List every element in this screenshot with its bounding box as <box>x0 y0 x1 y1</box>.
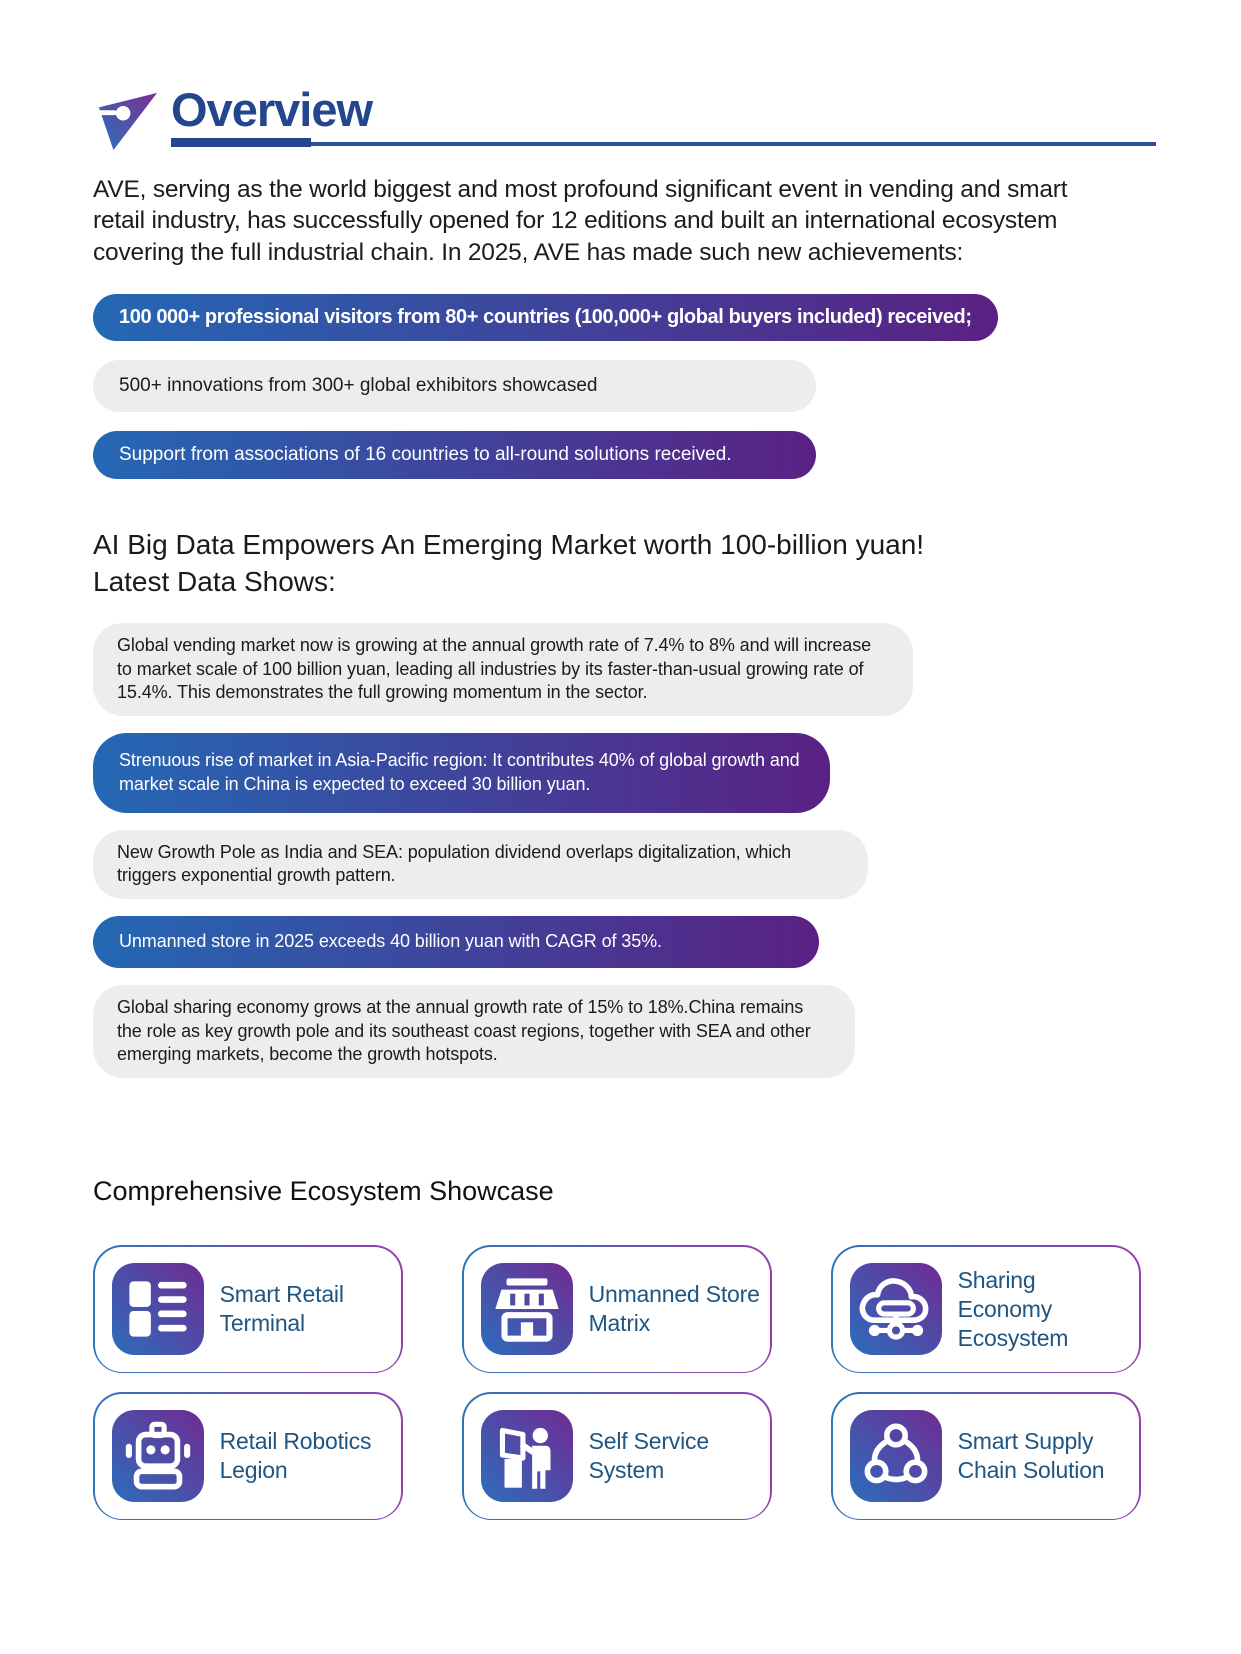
smart-supply-chain-icon <box>850 1410 942 1502</box>
retail-robotics-icon <box>112 1410 204 1502</box>
underline-thick-bar <box>171 138 311 147</box>
title-underline <box>171 138 1156 147</box>
achievement-pill: 100 000+ professional visitors from 80+ countries (100,000+ global buyers included) received; <box>93 294 998 341</box>
showcase-card-inner <box>833 1394 1140 1519</box>
market-section-heading <box>93 527 1156 601</box>
showcase-card-label: Retail Robotics Legion <box>219 1428 372 1484</box>
showcase-card <box>462 1245 772 1373</box>
brand-flag-icon <box>93 88 161 152</box>
showcase-card <box>831 1245 1141 1373</box>
smart-retail-terminal-icon <box>112 1263 204 1355</box>
showcase-card-inner <box>95 1394 402 1519</box>
market-data-bubble: Unmanned store in 2025 exceeds 40 billion yuan with CAGR of 35%. <box>93 916 819 968</box>
market-data-bubble: Global sharing economy grows at the annual growth rate of 15% to 18%.China remains the role as key growth pole and its southeast coast regions, together with SEA and other emerging markets, become the growth hotspots. <box>93 985 855 1078</box>
showcase-heading: Comprehensive Ecosystem Showcase <box>93 1176 554 1207</box>
showcase-card-inner <box>95 1247 402 1372</box>
showcase-card-label: Sharing Economy Ecosystem <box>957 1267 1069 1351</box>
showcase-card <box>93 1245 403 1373</box>
showcase-card-inner <box>833 1247 1140 1372</box>
overview-header <box>93 83 1156 152</box>
showcase-card-inner <box>464 1247 771 1372</box>
page-title: Overview <box>171 83 373 136</box>
showcase-card <box>831 1392 1141 1520</box>
market-heading-line2: Latest Data Shows: <box>93 566 336 598</box>
market-data-bubble: Strenuous rise of market in Asia-Pacific region: It contributes 40% of global growth and market scale in China is expected to exceed 30 billion yuan. <box>93 733 830 813</box>
achievement-pill: Support from associations of 16 countries to all-round solutions received. <box>93 431 816 479</box>
showcase-card-grid <box>93 1245 1156 1520</box>
sharing-economy-icon <box>850 1263 942 1355</box>
self-service-icon <box>481 1410 573 1502</box>
achievements-list <box>93 294 1156 479</box>
showcase-card-inner <box>464 1394 771 1519</box>
market-data-bubble: New Growth Pole as India and SEA: population dividend overlaps digitalization, which triggers exponential growth pattern. <box>93 830 868 900</box>
showcase-card-label: Unmanned Store Matrix <box>588 1281 760 1337</box>
showcase-card-label: Smart Retail Terminal <box>219 1281 344 1337</box>
achievement-pill: 500+ innovations from 300+ global exhibitors showcased <box>93 360 816 412</box>
intro-paragraph: AVE, serving as the world biggest and most profound significant event in vending and smart retail industry, has successfully opened for 12 editions and built an international ecosystem covering the full industrial chain. In 2025, AVE has made such new achievements: <box>93 176 1068 266</box>
underline-thin-rule <box>311 142 1156 146</box>
showcase-card <box>462 1392 772 1520</box>
showcase-card-label: Smart Supply Chain Solution <box>957 1428 1105 1484</box>
market-data-list <box>93 623 1156 1078</box>
market-heading-line1: AI Big Data Empowers An Emerging Market worth 100-billion yuan! <box>93 529 925 561</box>
title-block <box>171 83 1156 147</box>
showcase-card <box>93 1392 403 1520</box>
unmanned-store-icon <box>481 1263 573 1355</box>
showcase-card-label: Self Service System <box>588 1428 709 1484</box>
market-data-bubble: Global vending market now is growing at the annual growth rate of 7.4% to 8% and will increase to market scale of 100 billion yuan, leading all industries by its faster-than-usual growing rate of 15.4%. This demonstrates the full growing momentum in the sector. <box>93 623 913 716</box>
